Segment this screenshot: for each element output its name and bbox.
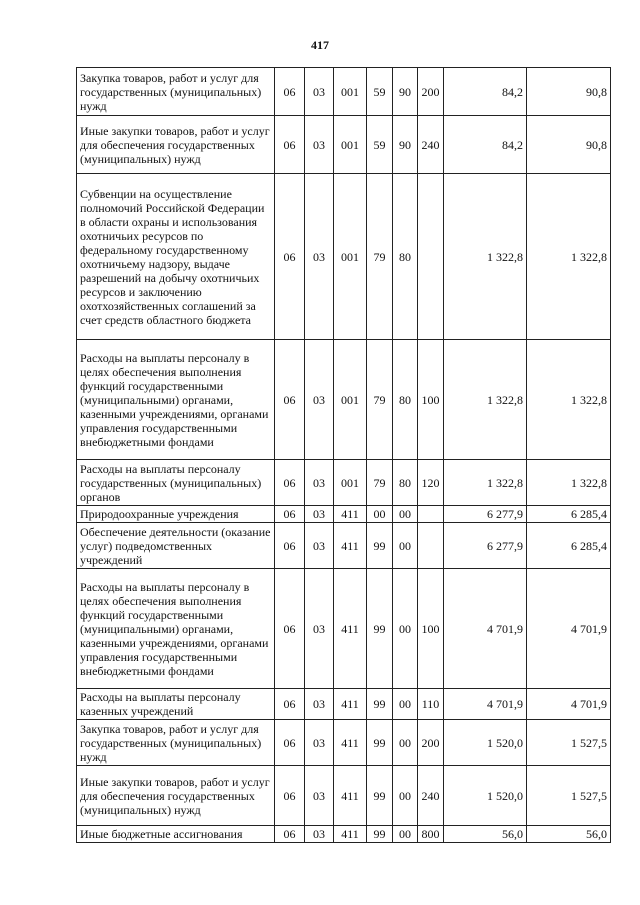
amount-year-2: 4 701,9	[527, 689, 611, 720]
table-row	[77, 826, 611, 843]
expense-type-code	[418, 506, 444, 523]
amount-year-2: 1 322,8	[527, 460, 611, 506]
amount-year-2: 56,0	[527, 826, 611, 843]
row-name: Расходы на выплаты персоналу в целях обеспечения выполнения функций государственными (муниципальными) органами, казенными учреждениями, органами управления государственными внебюджетными фондами	[77, 569, 275, 689]
row-name: Иные закупки товаров, работ и услуг для обеспечения государственных (муниципальных) нужд	[77, 116, 275, 174]
target-code-program: 001	[334, 174, 367, 340]
section-code: 06	[275, 340, 305, 460]
table-row	[77, 720, 611, 766]
target-code-program: 001	[334, 116, 367, 174]
amount-year-1: 1 322,8	[444, 460, 527, 506]
amount-year-1: 6 277,9	[444, 523, 527, 569]
target-code-item: 00	[393, 506, 418, 523]
row-name: Субвенции на осуществление полномочий Российской Федерации в области охраны и использования охотничьих ресурсов по федеральному государственному охотничьему надзору, выдаче разрешений на добычу охотничьих ресурсов и заключению охотхозяйственных соглашений за счет средств областного бюджета	[77, 174, 275, 340]
section-code: 06	[275, 766, 305, 826]
table-row	[77, 689, 611, 720]
target-code-item: 80	[393, 340, 418, 460]
row-name: Закупка товаров, работ и услуг для государственных (муниципальных) нужд	[77, 68, 275, 116]
amount-year-1: 1 322,8	[444, 174, 527, 340]
section-code: 06	[275, 174, 305, 340]
target-code-program: 411	[334, 720, 367, 766]
subsection-code: 03	[305, 689, 334, 720]
table-row	[77, 506, 611, 523]
amount-year-1: 6 277,9	[444, 506, 527, 523]
amount-year-1: 1 322,8	[444, 340, 527, 460]
subsection-code: 03	[305, 340, 334, 460]
subsection-code: 03	[305, 523, 334, 569]
amount-year-2: 6 285,4	[527, 506, 611, 523]
target-code-program: 411	[334, 826, 367, 843]
page-number: 417	[311, 38, 329, 52]
expense-type-code: 240	[418, 116, 444, 174]
amount-year-2: 1 322,8	[527, 174, 611, 340]
target-code-direction: 79	[367, 174, 393, 340]
subsection-code: 03	[305, 460, 334, 506]
target-code-direction: 99	[367, 523, 393, 569]
row-name: Иные бюджетные ассигнования	[77, 826, 275, 843]
table-row	[77, 523, 611, 569]
target-code-item: 00	[393, 766, 418, 826]
table-body	[77, 68, 611, 843]
target-code-item: 90	[393, 116, 418, 174]
expense-type-code: 240	[418, 766, 444, 826]
expense-type-code: 100	[418, 340, 444, 460]
row-name: Иные закупки товаров, работ и услуг для обеспечения государственных (муниципальных) нужд	[77, 766, 275, 826]
target-code-direction: 99	[367, 766, 393, 826]
table-row	[77, 116, 611, 174]
expense-type-code	[418, 523, 444, 569]
expense-type-code: 200	[418, 720, 444, 766]
table-row	[77, 766, 611, 826]
table-row	[77, 68, 611, 116]
row-name: Расходы на выплаты персоналу в целях обеспечения выполнения функций государственными (муниципальными) органами, казенными учреждениями, органами управления государственными внебюджетными фондами	[77, 340, 275, 460]
row-name: Расходы на выплаты персоналу государственных (муниципальных) органов	[77, 460, 275, 506]
target-code-item: 00	[393, 523, 418, 569]
section-code: 06	[275, 720, 305, 766]
target-code-item: 00	[393, 720, 418, 766]
subsection-code: 03	[305, 174, 334, 340]
subsection-code: 03	[305, 506, 334, 523]
table-row	[77, 174, 611, 340]
expense-type-code: 120	[418, 460, 444, 506]
subsection-code: 03	[305, 720, 334, 766]
amount-year-2: 1 527,5	[527, 720, 611, 766]
target-code-program: 001	[334, 340, 367, 460]
target-code-program: 001	[334, 460, 367, 506]
amount-year-1: 84,2	[444, 116, 527, 174]
target-code-direction: 00	[367, 506, 393, 523]
amount-year-1: 4 701,9	[444, 569, 527, 689]
subsection-code: 03	[305, 116, 334, 174]
amount-year-1: 1 520,0	[444, 720, 527, 766]
amount-year-2: 1 322,8	[527, 340, 611, 460]
row-name: Природоохранные учреждения	[77, 506, 275, 523]
table-row	[77, 569, 611, 689]
target-code-direction: 79	[367, 460, 393, 506]
amount-year-2: 90,8	[527, 68, 611, 116]
section-code: 06	[275, 689, 305, 720]
expense-type-code: 110	[418, 689, 444, 720]
subsection-code: 03	[305, 569, 334, 689]
section-code: 06	[275, 68, 305, 116]
target-code-direction: 99	[367, 826, 393, 843]
subsection-code: 03	[305, 766, 334, 826]
target-code-direction: 99	[367, 569, 393, 689]
expense-type-code: 200	[418, 68, 444, 116]
section-code: 06	[275, 506, 305, 523]
subsection-code: 03	[305, 826, 334, 843]
section-code: 06	[275, 460, 305, 506]
subsection-code: 03	[305, 68, 334, 116]
target-code-item: 80	[393, 174, 418, 340]
target-code-program: 411	[334, 523, 367, 569]
amount-year-2: 90,8	[527, 116, 611, 174]
section-code: 06	[275, 569, 305, 689]
target-code-program: 411	[334, 506, 367, 523]
expense-type-code	[418, 174, 444, 340]
row-name: Закупка товаров, работ и услуг для государственных (муниципальных) нужд	[77, 720, 275, 766]
target-code-program: 001	[334, 68, 367, 116]
target-code-direction: 99	[367, 720, 393, 766]
amount-year-2: 1 527,5	[527, 766, 611, 826]
expense-type-code: 100	[418, 569, 444, 689]
target-code-direction: 79	[367, 340, 393, 460]
target-code-program: 411	[334, 569, 367, 689]
amount-year-1: 84,2	[444, 68, 527, 116]
table-row	[77, 460, 611, 506]
target-code-item: 90	[393, 68, 418, 116]
expense-type-code: 800	[418, 826, 444, 843]
amount-year-2: 4 701,9	[527, 569, 611, 689]
target-code-item: 00	[393, 569, 418, 689]
amount-year-1: 1 520,0	[444, 766, 527, 826]
section-code: 06	[275, 523, 305, 569]
amount-year-1: 4 701,9	[444, 689, 527, 720]
section-code: 06	[275, 116, 305, 174]
target-code-direction: 59	[367, 68, 393, 116]
target-code-program: 411	[334, 689, 367, 720]
row-name: Обеспечение деятельности (оказание услуг) подведомственных учреждений	[77, 523, 275, 569]
target-code-item: 80	[393, 460, 418, 506]
row-name: Расходы на выплаты персоналу казенных учреждений	[77, 689, 275, 720]
target-code-item: 00	[393, 689, 418, 720]
budget-table	[76, 67, 611, 843]
section-code: 06	[275, 826, 305, 843]
amount-year-2: 6 285,4	[527, 523, 611, 569]
table-row	[77, 340, 611, 460]
amount-year-1: 56,0	[444, 826, 527, 843]
target-code-program: 411	[334, 766, 367, 826]
target-code-item: 00	[393, 826, 418, 843]
target-code-direction: 59	[367, 116, 393, 174]
target-code-direction: 99	[367, 689, 393, 720]
